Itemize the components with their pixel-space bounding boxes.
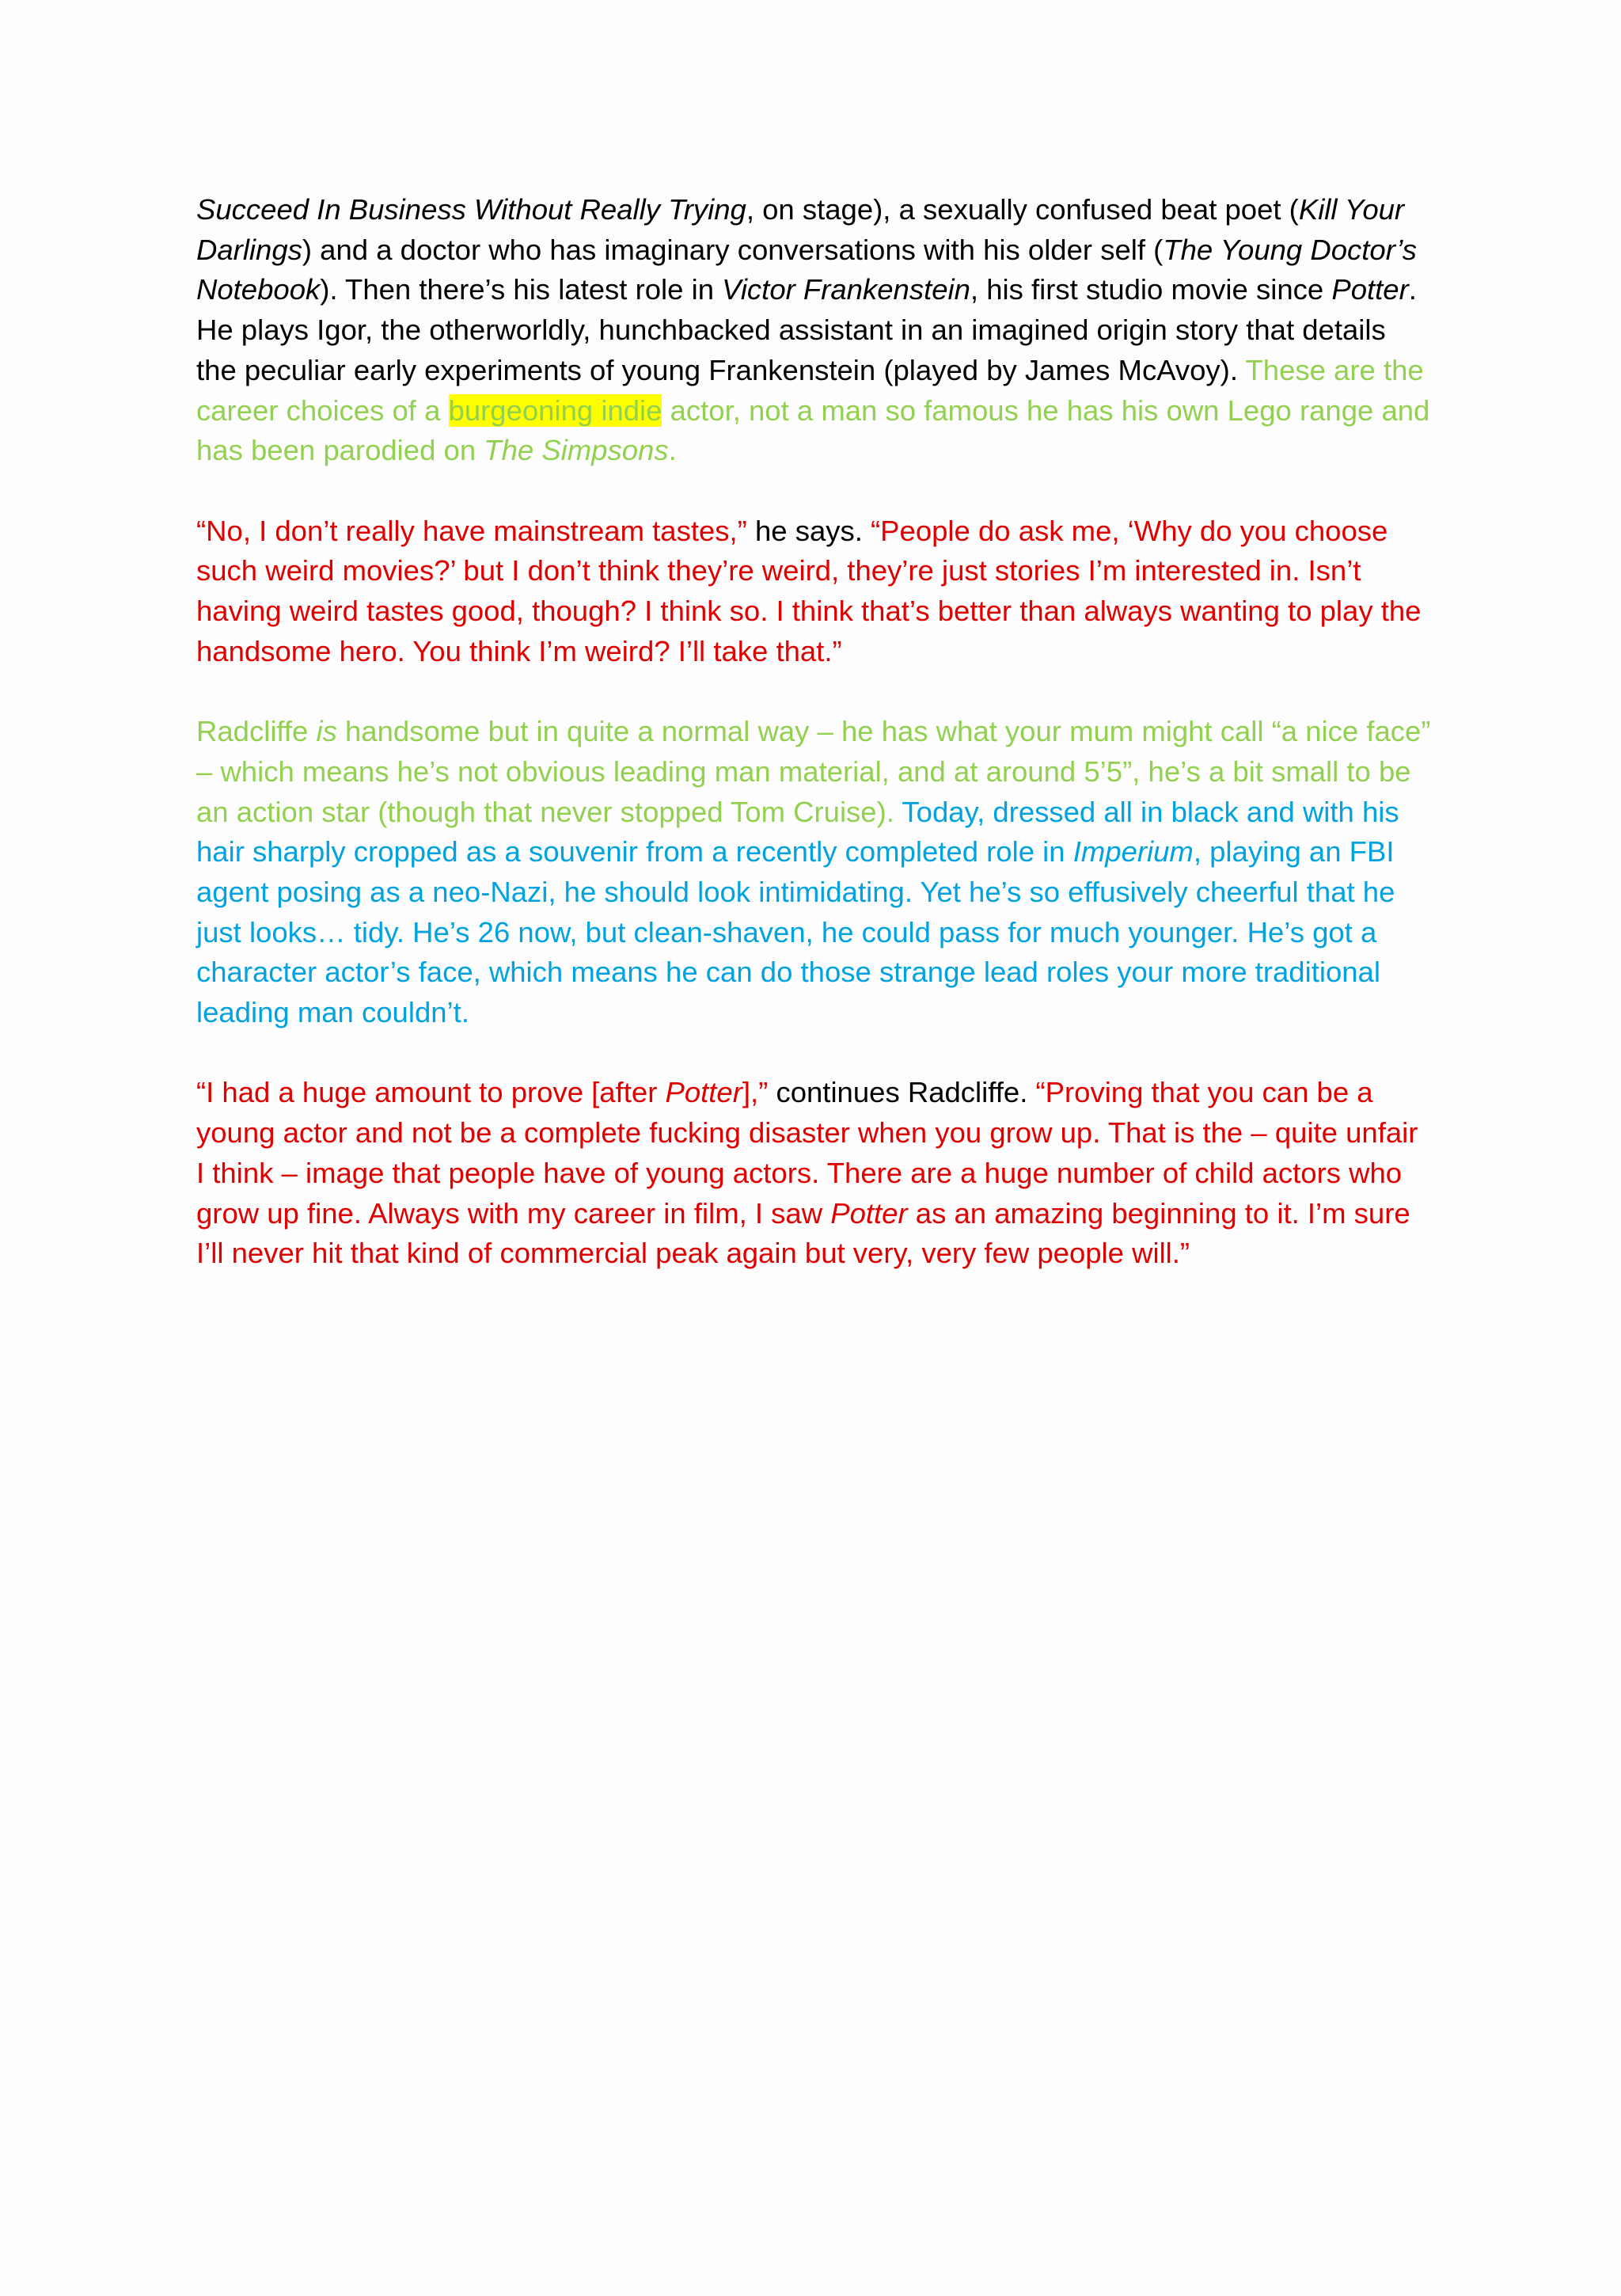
text-run: Succeed In Business Without Really Trying	[196, 193, 746, 226]
quote-text: “I had a huge amount to prove [after	[196, 1076, 666, 1109]
text-run: , on stage), a sexually confused beat poet (	[746, 193, 1299, 226]
quote-text: Potter	[830, 1196, 908, 1230]
quote-text: “No, I don’t really have mainstream tastes,”	[196, 514, 747, 547]
text-run: , his first studio movie since	[970, 273, 1332, 306]
paragraph-2	[196, 511, 1431, 672]
text-run: Today, dressed all in black and with his hair sharply cropped as a souvenir from a recently completed role in	[196, 795, 1399, 869]
text-run: Imperium	[1072, 835, 1194, 869]
text-run: ) and a doctor who has imaginary conversations with his older self (	[302, 233, 1164, 266]
text-run: Victor Frankenstein	[722, 273, 970, 306]
paragraph-4	[196, 1073, 1431, 1274]
text-run: Radcliffe	[196, 715, 317, 748]
quote-text: ],”	[742, 1076, 769, 1109]
quote-text: “Proving that you can be a young actor and not be a complete fucking disaster when you grow up. That is the – quite unfair I think – image that people have of young actors. There are a huge number of child actors who grow up fine. Always with my career in film, I saw	[196, 1076, 1418, 1230]
text-run: is	[316, 715, 337, 748]
paragraph-1	[196, 190, 1431, 471]
text-run: Kill Your Darlings	[196, 193, 1405, 266]
text-run: continues Radcliffe.	[768, 1076, 1036, 1109]
text-run: . He plays Igor, the otherworldly, hunchbacked assistant in an imagined origin story that details the peculiar early experiments of young Frankenstein (played by James McAvoy).	[196, 273, 1417, 386]
text-run: , playing an FBI agent posing as a neo-Nazi, he should look intimidating. Yet he’s so effusively cheerful that he just looks… tidy. He’s 26 now, but clean-shaven, he could pass for much younger. He’s got a character actor’s face, which means he can do those strange lead roles your more traditional leading man couldn’t.	[196, 835, 1395, 1029]
text-run: The Young Doctor’s Notebook	[196, 233, 1417, 306]
text-run: The Simpsons	[484, 434, 669, 467]
text-run: ). Then there’s his latest role in	[320, 273, 723, 306]
quote-text: as an amazing beginning to it. I’m sure I’ll never hit that kind of commercial peak again but very, very few people will.”	[196, 1196, 1410, 1270]
text-run: Potter	[1331, 273, 1409, 306]
text-run: .	[668, 434, 677, 467]
article-body	[196, 190, 1431, 1314]
text-run: These are the career choices of a	[196, 353, 1424, 427]
highlighted-text: burgeoning indie	[448, 393, 662, 427]
paragraph-3	[196, 712, 1431, 1033]
text-run: he says.	[746, 514, 871, 547]
quote-text: “People do ask me, ‘Why do you choose such weird movies?’ but I don’t think they’re weird, they’re just stories I’m interested in. Isn’t having weird tastes good, though? I think so. I think that’s better than always wanting to play the handsome hero. You think I’m weird? I’ll take that.”	[196, 514, 1422, 667]
quote-text: Potter	[665, 1076, 742, 1109]
text-run: actor, not a man so famous he has his own Lego range and has been parodied on	[196, 393, 1430, 467]
text-run: handsome but in quite a normal way – he has what your mum might call “a nice face” – which means he’s not obvious leading man material, and at around 5’5”, he’s a bit small to be an action star (though that never stopped Tom Cruise).	[196, 715, 1431, 828]
